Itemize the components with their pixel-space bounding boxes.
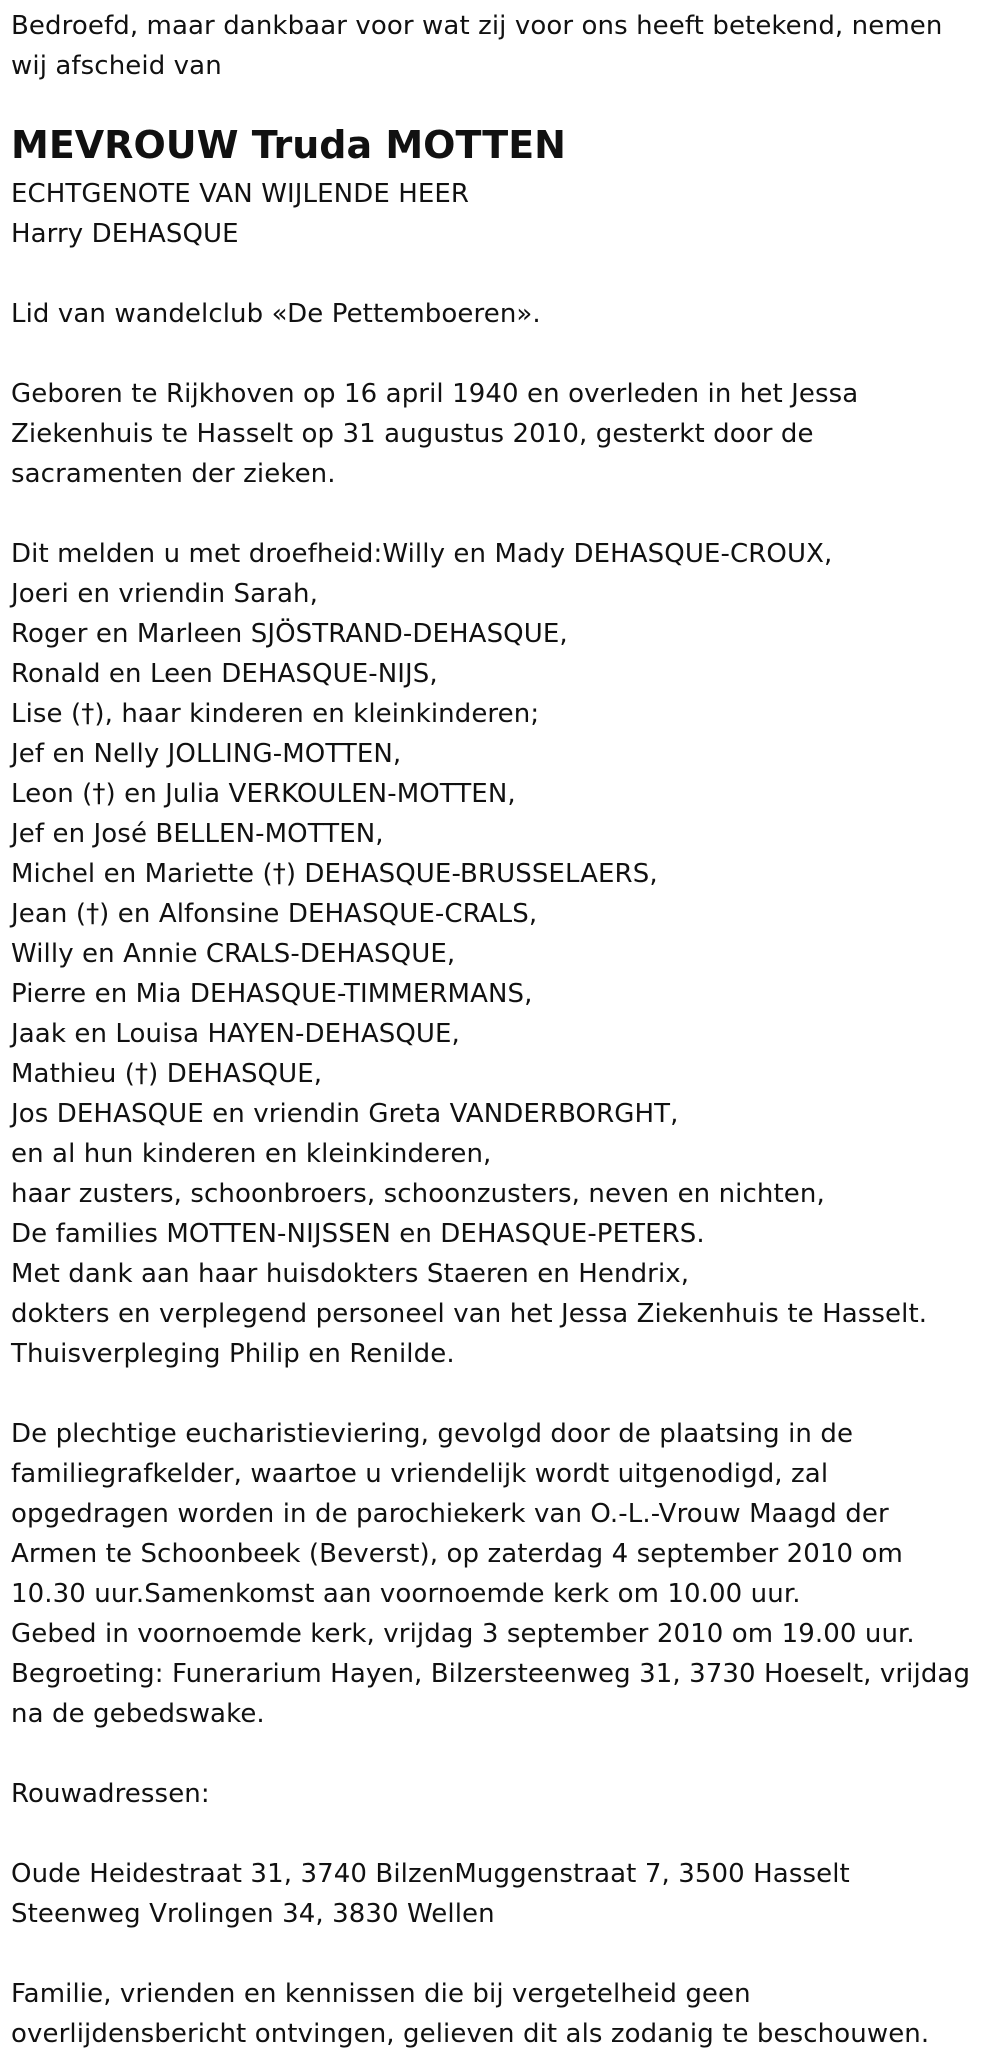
service-line: opgedragen worden in de parochiekerk van O.-L.-Vrouw Maagd der [11,1499,889,1529]
family-line: Dit melden u met droefheid:Willy en Mady DEHASQUE-CROUX, [11,539,833,569]
family-line: haar zusters, schoonbroers, schoonzusters, neven en nichten, [11,1179,825,1209]
family-line: Leon (†) en Julia VERKOULEN-MOTTEN, [11,779,516,809]
birth-death-line: Geboren te Rijkhoven op 16 april 1940 en overleden in het Jessa [11,379,859,409]
family-line: Jef en Nelly JOLLING-MOTTEN, [11,739,402,769]
family-list [11,534,927,1374]
family-line: Willy en Annie CRALS-DEHASQUE, [11,939,456,969]
address-line: Oude Heidestraat 31, 3740 BilzenMuggenstraat 7, 3500 Hasselt [11,1859,850,1889]
family-line: dokters en verplegend personeel van het Jessa Ziekenhuis te Hasselt. [11,1299,928,1329]
intro-line: Bedroefd, maar dankbaar voor wat zij voor ons heeft betekend, nemen [11,11,943,41]
family-line: Jaak en Louisa HAYEN-DEHASQUE, [11,1019,460,1049]
intro-text [11,6,942,86]
spouse-line: ECHTGENOTE VAN WIJLENDE HEER [11,179,470,209]
birth-death-info [11,374,858,494]
family-line: Lise (†), haar kinderen en kleinkinderen; [11,699,540,729]
family-line: Jos DEHASQUE en vriendin Greta VANDERBORGHT, [11,1099,679,1129]
footer-line: overlijdensbericht ontvingen, gelieven dit als zodanig te beschouwen. [11,2019,930,2049]
birth-death-line: Ziekenhuis te Hasselt op 31 augustus 2010, gesterkt door de [11,419,814,449]
family-line: en al hun kinderen en kleinkinderen, [11,1139,492,1169]
service-line: Begroeting: Funerarium Hayen, Bilzersteenweg 31, 3730 Hoeselt, vrijdag [11,1659,971,1689]
service-line: Armen te Schoonbeek (Beverst), op zaterdag 4 september 2010 om [11,1539,903,1569]
family-line: Jean (†) en Alfonsine DEHASQUE-CRALS, [11,899,538,929]
address-line: Steenweg Vrolingen 34, 3830 Wellen [11,1899,495,1929]
mourning-addresses [11,1854,850,1934]
birth-death-line: sacramenten der zieken. [11,459,336,489]
family-line: Met dank aan haar huisdokters Staeren en Hendrix, [11,1259,690,1289]
addresses-heading [11,1774,210,1814]
service-line: De plechtige eucharistieviering, gevolgd door de plaatsing in de [11,1419,854,1449]
service-line: na de gebedswake. [11,1699,265,1729]
service-line: familiegrafkelder, waartoe u vriendelijk wordt uitgenodigd, zal [11,1459,829,1489]
family-line: Pierre en Mia DEHASQUE-TIMMERMANS, [11,979,533,1009]
service-line: Gebed in voornoemde kerk, vrijdag 3 september 2010 om 19.00 uur. [11,1619,915,1649]
family-line: Roger en Marleen SJÖSTRAND-DEHASQUE, [11,619,568,649]
service-info [11,1414,970,1734]
family-line: Joeri en vriendin Sarah, [11,579,318,609]
deceased-name: MEVROUW Truda MOTTEN [11,123,566,167]
family-line: Jef en José BELLEN-MOTTEN, [11,819,384,849]
family-line: Ronald en Leen DEHASQUE-NIJS, [11,659,438,689]
addresses-label: Rouwadressen: [11,1779,210,1809]
spouse-info [11,174,469,254]
intro-line: wij afscheid van [11,51,222,81]
club-membership [11,294,541,334]
spouse-line: Harry DEHASQUE [11,219,239,249]
footer-line: Familie, vrienden en kennissen die bij vergetelheid geen [11,1979,751,2009]
family-line: Thuisverpleging Philip en Renilde. [11,1339,455,1369]
family-line: Mathieu (†) DEHASQUE, [11,1059,323,1089]
footer-note [11,1974,929,2054]
service-line: 10.30 uur.Samenkomst aan voornoemde kerk om 10.00 uur. [11,1579,801,1609]
family-line: De families MOTTEN-NIJSSEN en DEHASQUE-PETERS. [11,1219,705,1249]
family-line: Michel en Mariette (†) DEHASQUE-BRUSSELAERS, [11,859,658,889]
club-line: Lid van wandelclub «De Pettemboeren». [11,299,541,329]
